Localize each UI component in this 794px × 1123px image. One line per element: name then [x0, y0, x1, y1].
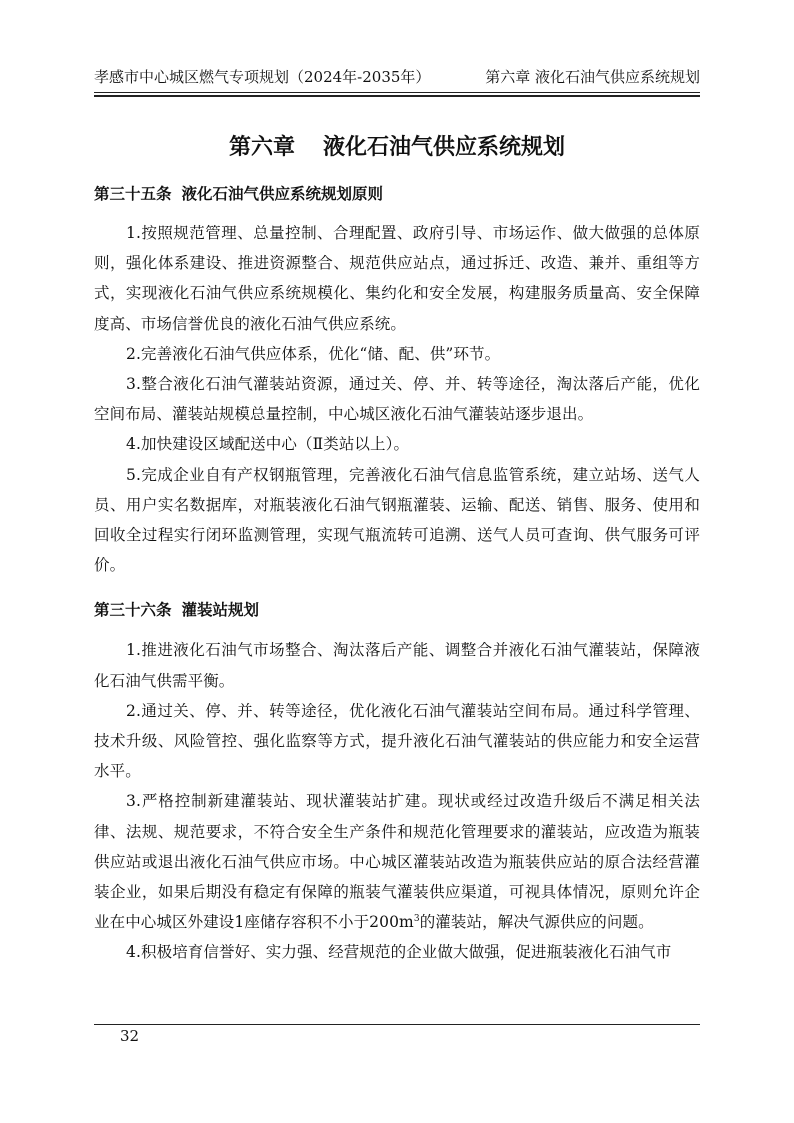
chapter-number: 第六章: [228, 135, 295, 160]
article-36-paragraph-2: 2.通过关、停、并、转等途径，优化液化石油气灌装站空间布局。通过科学管理、技术升级、风险管控、强化监察等方式，提升液化石油气灌装站的供应能力和安全运营水平。: [94, 701, 700, 781]
article-35-paragraph-4: 4.加快建设区域配送中心（Ⅱ类站以上）。: [126, 435, 410, 454]
header-right-title: 第六章 液化石油气供应系统规划: [485, 68, 700, 86]
article-36-number: 第三十六条: [94, 601, 172, 620]
header-left-title: 孝感市中心城区燃气专项规划（2024年-2035年）: [94, 68, 431, 86]
cubic-superscript: 3: [413, 914, 420, 925]
article-35-paragraph-1: 1.按照规范管理、总量控制、合理配置、政府引导、市场运作、做大做强的总体原则，强化体系建设、推进资源整合、规范供应站点，通过拆迁、改造、兼并、重组等方式，实现液化石油气供应系统规模化、集约化和安全发展，构建服务质量高、安全保障度高、市场信誉优良的液化石油气供应系统。: [94, 224, 700, 333]
article-36-title: 灌装站规划: [181, 601, 260, 620]
article-35-paragraph-3: 3.整合液化石油气灌装站资源，通过关、停、并、转等途径，淘汰落后产能，优化空间布局、灌装站规模总量控制，中心城区液化石油气灌装站逐步退出。: [94, 375, 700, 424]
article-36-paragraph-3: [94, 786, 700, 937]
article-36-heading: [94, 597, 700, 623]
footer-rule: [94, 1024, 700, 1025]
body-content: [94, 181, 700, 968]
article-36-paragraph-4: 4.积极培育信誉好、实力强、经营规范的企业做大做强，促进瓶装液化石油气市: [126, 943, 672, 962]
chapter-title: 液化石油气供应系统规划: [323, 135, 566, 160]
article-35-paragraph-5: 5.完成企业自有产权钢瓶管理，完善液化石油气信息监管系统，建立站场、送气人员、用户实名数据库，对瓶装液化石油气钢瓶灌装、运输、配送、销售、服务、使用和回收全过程实行闭环监测管理，实现气瓶流转可追溯、送气人员可查询、供气服务可评价。: [94, 465, 700, 575]
article-35-number: 第三十五条: [94, 185, 172, 203]
chapter-heading: [0, 132, 794, 164]
header-rule: [94, 92, 700, 93]
page-number: 32: [120, 1027, 140, 1045]
article-36-paragraph-1: 1.推进液化石油气市场整合、淘汰落后产能、调整合并液化石油气灌装站，保障液化石油气供需平衡。: [94, 641, 700, 690]
running-header: [94, 66, 700, 90]
article-35-heading: [94, 181, 700, 207]
article-36-paragraph-3-tail: 的灌装站，解决气源供应的问题。: [419, 913, 654, 932]
article-35-title: 液化石油气供应系统规划原则: [181, 185, 384, 203]
header-rule-thick: [94, 95, 700, 97]
article-36-paragraph-3-text: 3.严格控制新建灌装站、现状灌装站扩建。现状或经过改造升级后不满足相关法律、法规、规范要求，不符合安全生产条件和规范化管理要求的灌装站，应改造为瓶装供应站或退出液化石油气供应市场。中心城区灌装站改造为瓶装供应站的原合法经营灌装企业，如果后期没有稳定有保障的瓶装气灌装供应渠道，可视具体情况，原则允许企业在中心城区外建设1座储存容积不小于200m: [94, 792, 700, 932]
article-35-paragraph-2: 2.完善液化石油气供应体系，优化“储、配、供”环节。: [126, 344, 501, 363]
